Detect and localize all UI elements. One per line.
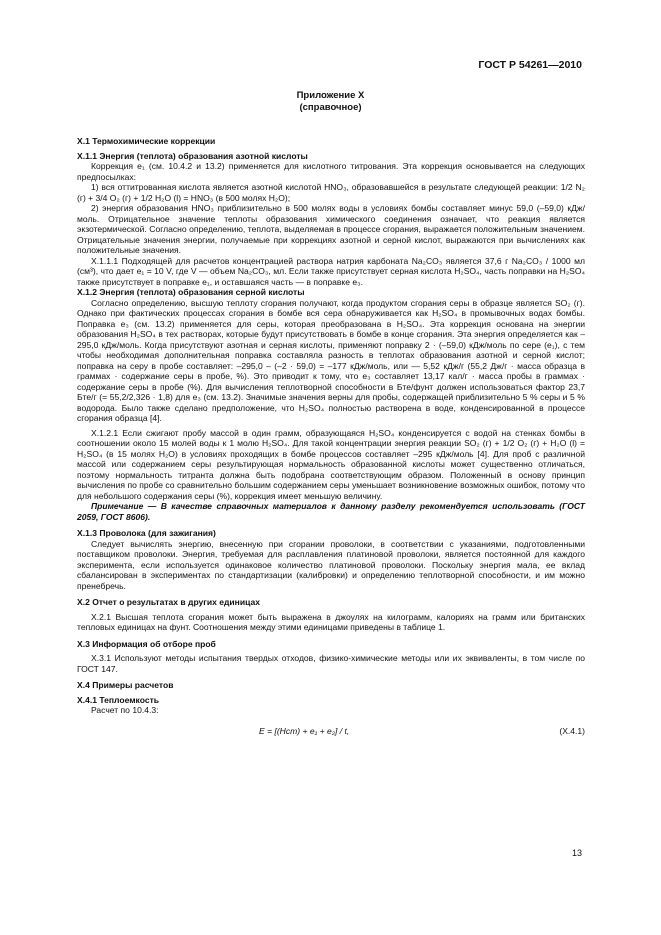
formula-number: (X.4.1) [559, 725, 585, 736]
note: Примечание — В качестве справочных материалов к данному разделу рекомендуется использовать (ГОСТ 2059, ГОСТ 8606). [77, 501, 585, 522]
paragraph: X.1.1.1 Подходящей для расчетов концентрацией раствора натрия карбоната Na₂CO₃ является 37,6 г Na₂CO₃ / 1000 мл (см³), что дает e₁ = 10 V, где V — объем Na₂CO₃, мл. Если также присутствует серная кислота H₂SO₄, часть поправки на H₂SO₄ также присутствует в поправке e₁, и оставшаяся часть — в поправке e₃. [77, 255, 585, 287]
section-x3-heading: X.3 Информация об отборе проб [77, 638, 216, 649]
paragraph: X.1.2.1 Если сжигают пробу массой в один грамм, образующаяся H₂SO₄ конденсируется с водой на стенках бомбы в соотношении около 15 молей воды к 1 молю H₂SO₄. Для такой концентрации энергия реакции SO₂ (г) + 1/2 O₂ (г) + H₂O (l) = H₂SO₄ (в 15 молях H₂O) в условиях проходящих в бомбе процессов составляет –295 кДж/моль [4]. Для проб с различной массой или содержанием серы результирующая нормальность образованной кислоты может существенно отличаться, поэтому нормальность титранта должна быть подобрана соответствующим образом. Положенный в основу принцип вычисления по пробе со сравнительно большим содержанием серы уменьшает возникновение возможных ошибок, потому что для небольшого содержания серы (%), коррекция имеет меньшую величину. [77, 427, 585, 501]
section-x4-heading: X.4 Примеры расчетов [77, 680, 174, 690]
document-body [77, 136, 585, 740]
section-x4-1-heading: X.4.1 Теплоемкость [77, 694, 160, 705]
formula-row [77, 726, 585, 740]
paragraph: Расчет по 10.4.3: [91, 705, 159, 715]
section-x2-heading: X.2 Отчет о результатах в других единицах [77, 597, 260, 607]
section-x1-heading: X.1 Термохимические коррекции [77, 136, 216, 146]
paragraph: Согласно определению, высшую теплоту сгорания получают, когда продуктом сгорания серы в образце является SO₂ (г). Однако при фактических процессах сгорания в бомбе вся сера обнаруживается как H₂SO₄ в промывочных водах бомбы. Поправка e₃ (см. 13.2) применяется для серы, которая преобразована в H₂SO₄. Эта коррекция основана на энергии образования H₂SO₄ в тех растворах, которые будут присутствовать в бомбе в конце сгорания. Эта энергия определяется как –295,0 кДж/моль. Когда присутствуют азотная и серная кислоты, применяют поправку 2 · (–59,0) кДж/моль по сере (e₁), с тем чтобы необходимая дополнительная поправка составляла разность в теплотах образования азотной и серной кислот; поправка на серу в пробе составляет: –295,0 – (–2 · 59,0) = –177 кДж/моль, или — 5,52 кДж/г (55,2 Дж/г · масса образца в граммах · содержание серы в пробе, %). Это приводит к тому, что e₃ составляет 13,17 кал/г · масса пробы в граммах · содержание серы в пробе (%). Для вычисления теплотворной способности в Бте/фунт должен использоваться фактор 23,7 Бте/г (= 55,2/2,326 · 1,8) для e₃ (см. 13.2). Значимые значения верны для пробы, содержащей приблизительно 5 % серы и 5 % водорода. Было также сделано предположение, что H₂SO₄ полностью растворена в воде, конденсированной в процессе сгорания образца [4]. [77, 297, 585, 423]
paragraph: X.2.1 Высшая теплота сгорания может быть выражена в джоулях на килограмм, калориях на грамм или британских тепловых единицах на фунт. Соотношения между этими единицами приведены в таблице 1. [77, 611, 585, 632]
appendix-subtitle: (справочное) [299, 102, 362, 113]
paragraph: Коррекция e₁ (см. 10.4.2 и 13.2) применяется для кислотного титрования. Эта коррекция основывается на следующих предпосылках: [77, 161, 585, 182]
standard-number: ГОСТ Р 54261—2010 [478, 59, 582, 71]
paragraph: 2) энергия образования HNO₃ приблизительно в 500 молях воды в условиях бомбы составляет минус 59,0 (–59,0) кДж/моль. Отрицательное значение теплоты образования химического соединения означает, что реакция является экзотермической. Согласно определению, теплота, выделяемая в процессе сгорания, выражается положительным значением. Отрицательные значения энергии, получаемые при коррекциях азотной и серной кислот, выражаются при вычислениях как положительные значения. [77, 203, 585, 255]
section-x1-2-heading: X.1.2 Энергия (теплота) образования серной кислоты [77, 287, 305, 297]
paragraph: Следует вычислять энергию, внесенную при сгорании проволоки, в соответствии с указаниями, подготовленными поставщиком проволоки. Энергия, требуемая для расплавления платиновой проволоки, является постоянной для каждого эксперимента, если используется одинаковое количество платиновой проволоки. Поскольку энергия мала, ее вклад сбалансирован в экспериментах по стандартизации (калибровки) и определению теплотворной способности, и им можно пренебречь. [77, 538, 585, 591]
page-number: 13 [571, 848, 582, 858]
paragraph: 1) вся оттитрованная кислота является азотной кислотой HNO₃, образовавшейся в результате следующей реакции: 1/2 N₂ (г) + 3/4 O₂ (г) + 1/2 H₂O (l) = HNO₃ (в 500 молях H₂O); [77, 182, 585, 203]
formula: E = [(Hcm) + e₁ + e₂] / t, [259, 725, 350, 736]
appendix-heading [0, 90, 661, 114]
section-x1-3-heading: X.1.3 Проволока (для зажигания) [77, 528, 216, 538]
paragraph: X.3.1 Используют методы испытания твердых отходов, физико-химические методы или их эквиваленты, в том числе по ГОСТ 147. [77, 653, 585, 674]
appendix-title: Приложение X [296, 90, 365, 101]
section-x1-1-heading: X.1.1 Энергия (теплота) образования азотной кислоты [77, 150, 308, 161]
